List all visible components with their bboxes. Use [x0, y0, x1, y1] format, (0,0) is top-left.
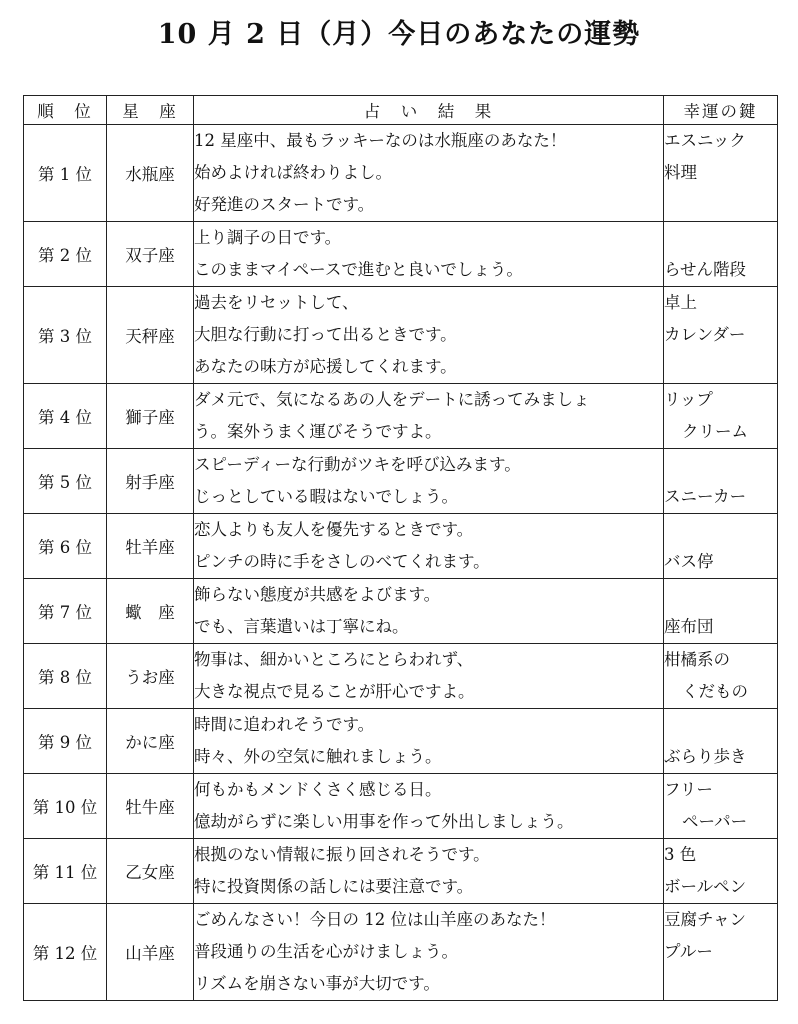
lucky-item-cell — [664, 514, 778, 579]
result-line: ピンチの時に手をさしのべてくれます。 — [194, 552, 490, 571]
table-row — [24, 709, 778, 774]
result-cell — [194, 774, 664, 839]
result-line: 普段通りの生活を心がけましょう。 — [194, 942, 458, 961]
lucky-item-line: ボールペン — [664, 877, 747, 896]
result-cell — [194, 287, 664, 384]
lucky-item-line — [664, 709, 777, 741]
table-row — [24, 514, 778, 579]
result-line: 好発進のスタートです。 — [194, 195, 375, 214]
result-line: 時々、外の空気に触れましょう。 — [194, 747, 442, 766]
result-cell — [194, 125, 664, 222]
result-line: 時間に追われそうです。 — [194, 715, 375, 734]
result-line: う。案外うまく運びそうですよ。 — [194, 422, 442, 441]
sign-cell: 獅子座 — [107, 384, 194, 449]
rank-cell: 第 7 位 — [24, 579, 107, 644]
fortune-table — [23, 95, 778, 1001]
result-cell — [194, 579, 664, 644]
lucky-item-cell — [664, 774, 778, 839]
result-line: 物事は、細かいところにとらわれず、 — [194, 650, 474, 669]
sign-cell: 乙女座 — [107, 839, 194, 904]
rank-cell: 第 9 位 — [24, 709, 107, 774]
lucky-item-line — [664, 222, 777, 254]
table-row — [24, 125, 778, 222]
table-row — [24, 579, 778, 644]
result-line: リズムを崩さない事が大切です。 — [194, 974, 440, 993]
lucky-item-line: 3 色 — [664, 845, 697, 864]
lucky-item-line: バス停 — [664, 552, 714, 571]
result-line: スピーディーな行動がツキを呼び込みます。 — [194, 455, 521, 474]
lucky-item-line — [664, 514, 777, 546]
sign-cell: 牡羊座 — [107, 514, 194, 579]
result-line: 億劫がらずに楽しい用事を作って外出しましょう。 — [194, 812, 574, 831]
result-line: このままマイペースで進むと良いでしょう。 — [194, 260, 523, 279]
result-cell — [194, 222, 664, 287]
lucky-item-line: ペーパー — [682, 812, 748, 831]
rank-cell: 第 5 位 — [24, 449, 107, 514]
lucky-item-cell — [664, 644, 778, 709]
lucky-item-cell — [664, 125, 778, 222]
lucky-item-line: くだもの — [682, 682, 748, 701]
lucky-item-line: フリー — [664, 780, 713, 799]
rank-cell: 第 4 位 — [24, 384, 107, 449]
header-lucky-item: 幸運の鍵 — [664, 96, 778, 125]
header-sign: 星 座 — [107, 96, 194, 125]
table-row — [24, 839, 778, 904]
result-line: 12 星座中、最もラッキーなのは水瓶座のあなた！ — [194, 131, 567, 150]
lucky-item-cell — [664, 709, 778, 774]
lucky-item-line: ぶらり歩き — [664, 747, 747, 766]
lucky-item-cell — [664, 449, 778, 514]
result-cell — [194, 514, 664, 579]
result-line: 恋人よりも友人を優先するときです。 — [194, 520, 474, 539]
rank-cell: 第 3 位 — [24, 287, 107, 384]
result-cell — [194, 709, 664, 774]
sign-cell: 山羊座 — [107, 904, 194, 1001]
result-cell — [194, 839, 664, 904]
table-header-row — [24, 96, 778, 125]
header-result: 占 い 結 果 — [194, 96, 664, 125]
table-row — [24, 644, 778, 709]
sign-cell: 蠍 座 — [107, 579, 194, 644]
sign-cell: うお座 — [107, 644, 194, 709]
result-line: 始めよければ終わりよし。 — [194, 163, 392, 182]
result-line: ごめんなさい！今日の 12 位は山羊座のあなた！ — [194, 910, 556, 929]
header-rank: 順 位 — [24, 96, 107, 125]
lucky-item-cell — [664, 904, 778, 1001]
table-row — [24, 774, 778, 839]
result-line: 大きな視点で見ることが肝心ですよ。 — [194, 682, 475, 701]
rank-cell: 第 10 位 — [24, 774, 107, 839]
table-row — [24, 384, 778, 449]
result-line: 何もかもメンドくさく感じる日。 — [194, 780, 442, 799]
result-line: 根拠のない情報に振り回されそうです。 — [194, 845, 490, 864]
sign-cell: 牡牛座 — [107, 774, 194, 839]
lucky-item-cell — [664, 287, 778, 384]
table-row — [24, 287, 778, 384]
result-line: 大胆な行動に打って出るときです。 — [194, 325, 457, 344]
lucky-item-cell — [664, 839, 778, 904]
lucky-item-line: プルー — [664, 942, 713, 961]
rank-cell: 第 8 位 — [24, 644, 107, 709]
result-cell — [194, 904, 664, 1001]
table-row — [24, 222, 778, 287]
lucky-item-line — [664, 579, 777, 611]
sign-cell: 双子座 — [107, 222, 194, 287]
lucky-item-line: 料理 — [664, 163, 697, 182]
lucky-item-line: エスニック — [664, 131, 746, 150]
result-cell — [194, 449, 664, 514]
lucky-item-line: リップ — [664, 390, 713, 409]
lucky-item-line: 卓上 — [664, 293, 697, 312]
lucky-item-line: クリーム — [682, 422, 748, 441]
sign-cell: 射手座 — [107, 449, 194, 514]
lucky-item-line: 柑橘系の — [664, 650, 730, 669]
rank-cell: 第 12 位 — [24, 904, 107, 1001]
lucky-item-line: 座布団 — [664, 617, 714, 636]
lucky-item-line: らせん階段 — [664, 260, 747, 279]
sign-cell: 天秤座 — [107, 287, 194, 384]
rank-cell: 第 6 位 — [24, 514, 107, 579]
rank-cell: 第 1 位 — [24, 125, 107, 222]
result-cell — [194, 384, 664, 449]
result-line: じっとしている暇はないでしょう。 — [194, 487, 458, 506]
sign-cell: かに座 — [107, 709, 194, 774]
result-line: ダメ元で、気になるあの人をデートに誘ってみましょ — [194, 390, 590, 409]
lucky-item-line — [664, 449, 777, 481]
rank-cell: 第 2 位 — [24, 222, 107, 287]
lucky-item-cell — [664, 222, 778, 287]
result-line: 過去をリセットして、 — [194, 293, 359, 312]
result-line: 上り調子の日です。 — [194, 228, 342, 247]
page-title: 10 月 2 日（月）今日のあなたの運勢 — [157, 19, 641, 50]
result-line: 飾らない態度が共感をよびます。 — [194, 585, 441, 604]
lucky-item-cell — [664, 579, 778, 644]
result-cell — [194, 644, 664, 709]
lucky-item-line: スニーカー — [664, 487, 747, 506]
lucky-item-line: カレンダー — [664, 325, 746, 344]
table-row — [24, 449, 778, 514]
rank-cell: 第 11 位 — [24, 839, 107, 904]
result-line: あなたの味方が応援してくれます。 — [194, 357, 457, 376]
table-row — [24, 904, 778, 1001]
result-line: でも、言葉遣いは丁寧にね。 — [194, 617, 409, 636]
sign-cell: 水瓶座 — [107, 125, 194, 222]
result-line: 特に投資関係の話しには要注意です。 — [194, 877, 474, 896]
lucky-item-cell — [664, 384, 778, 449]
lucky-item-line: 豆腐チャン — [664, 910, 747, 929]
